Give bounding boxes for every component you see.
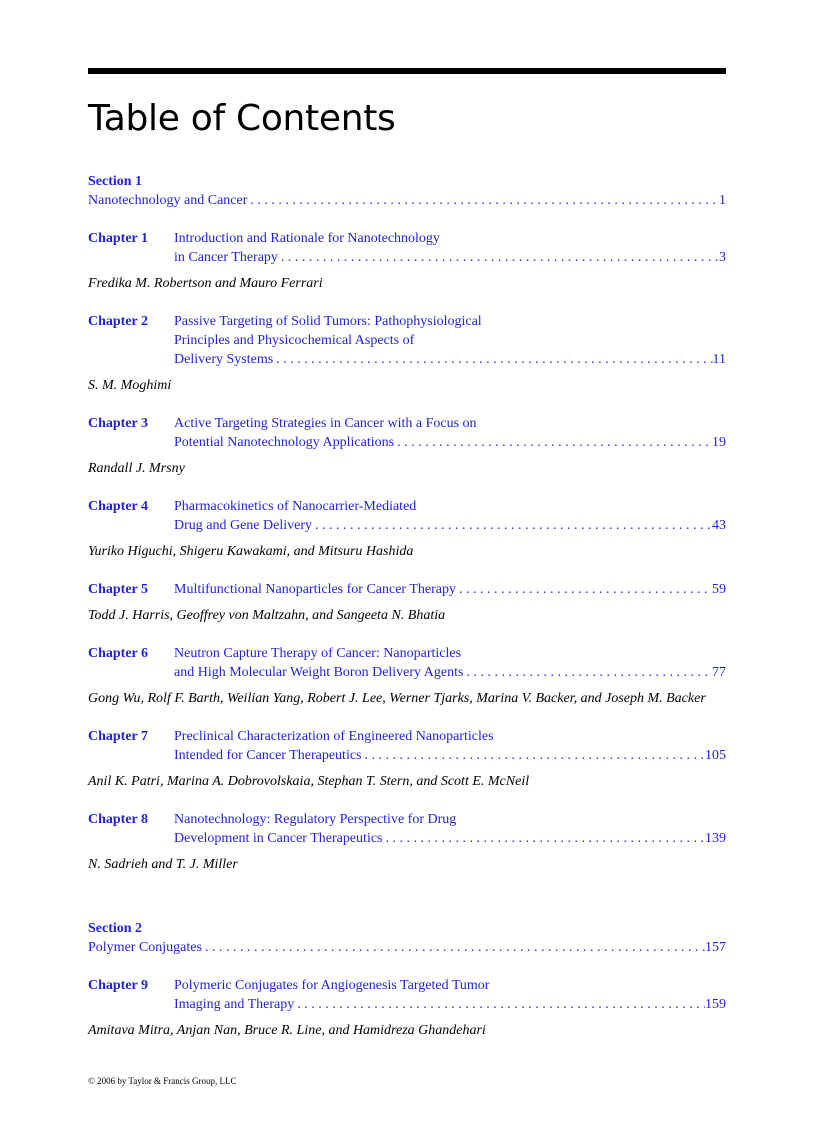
chapter-title-line[interactable]: Imaging and Therapy [174, 997, 295, 1012]
section-entry[interactable] [88, 172, 726, 210]
section-label: Section 2 [88, 921, 143, 936]
page-number[interactable]: 19 [712, 435, 726, 450]
chapter-label: Chapter 6 [88, 646, 149, 661]
chapter-title-line[interactable]: Preclinical Characterization of Engineered Nanoparticles [174, 729, 494, 744]
dot-leader [312, 516, 712, 535]
dot-leader [273, 350, 712, 369]
chapter-authors: Amitava Mitra, Anjan Nan, Bruce R. Line, and Hamidreza Ghandehari [88, 1023, 486, 1038]
chapter-title-line[interactable]: Potential Nanotechnology Applications [174, 435, 395, 450]
page-number[interactable]: 3 [719, 250, 726, 265]
page-number[interactable]: 1 [719, 193, 726, 208]
chapter-title-line[interactable]: Delivery Systems [174, 352, 274, 367]
top-rule [88, 68, 726, 74]
page-number[interactable]: 105 [705, 748, 726, 763]
section-title[interactable]: Nanotechnology and Cancer [88, 193, 248, 208]
chapter-title-line[interactable]: Introduction and Rationale for Nanotechnology [174, 231, 440, 246]
chapter-title-line[interactable]: Active Targeting Strategies in Cancer with a Focus on [174, 416, 477, 431]
chapter-title-line[interactable]: Intended for Cancer Therapeutics [174, 748, 362, 763]
dot-leader [202, 938, 705, 957]
toc-entries [88, 172, 726, 1040]
page-number[interactable]: 59 [712, 582, 726, 597]
chapter-entry[interactable] [88, 727, 726, 791]
chapter-entry[interactable] [88, 976, 726, 1040]
chapter-title-line[interactable]: Passive Targeting of Solid Tumors: Pathophysiological [174, 314, 482, 329]
section-entry[interactable] [88, 919, 726, 957]
chapter-label: Chapter 9 [88, 978, 149, 993]
chapter-label: Chapter 4 [88, 499, 149, 514]
chapter-title-line[interactable]: in Cancer Therapy [174, 250, 278, 265]
chapter-title-line[interactable]: Drug and Gene Delivery [174, 518, 313, 533]
page-number[interactable]: 157 [705, 940, 726, 955]
chapter-label: Chapter 3 [88, 416, 149, 431]
chapter-entry[interactable] [88, 497, 726, 561]
dot-leader [247, 191, 719, 210]
chapter-title-line[interactable]: Polymeric Conjugates for Angiogenesis Targeted Tumor [174, 978, 490, 993]
section-label: Section 1 [88, 174, 143, 189]
chapter-title-line[interactable]: Nanotechnology: Regulatory Perspective for Drug [174, 812, 457, 827]
chapter-title-line[interactable]: Development in Cancer Therapeutics [174, 831, 383, 846]
section-title[interactable]: Polymer Conjugates [88, 940, 202, 955]
chapter-authors: Anil K. Patri, Marina A. Dobrovolskaia, Stephan T. Stern, and Scott E. McNeil [88, 774, 530, 789]
chapter-label: Chapter 8 [88, 812, 149, 827]
chapter-authors: Gong Wu, Rolf F. Barth, Weilian Yang, Robert J. Lee, Werner Tjarks, Marina V. Backer, and Joseph M. Backer [88, 691, 706, 706]
chapter-authors: N. Sadrieh and T. J. Miller [88, 857, 238, 872]
dot-leader [463, 663, 712, 682]
chapter-entry[interactable] [88, 580, 726, 625]
page-number[interactable]: 43 [712, 518, 726, 533]
dot-leader [383, 829, 706, 848]
chapter-label: Chapter 7 [88, 729, 149, 744]
chapter-entry[interactable] [88, 312, 726, 395]
chapter-entry[interactable] [88, 644, 726, 708]
chapter-title-line[interactable]: Neutron Capture Therapy of Cancer: Nanoparticles [174, 646, 462, 661]
chapter-label: Chapter 2 [88, 314, 149, 329]
chapter-title-line[interactable]: Pharmacokinetics of Nanocarrier-Mediated [174, 499, 417, 514]
dot-leader [278, 248, 719, 267]
chapter-title-line[interactable]: and High Molecular Weight Boron Delivery Agents [174, 665, 464, 680]
chapter-title-line[interactable]: Principles and Physicochemical Aspects of [174, 333, 415, 348]
chapter-authors: Randall J. Mrsny [88, 461, 185, 476]
chapter-label: Chapter 1 [88, 231, 149, 246]
copyright-footer: © 2006 by Taylor & Francis Group, LLC [88, 1076, 237, 1086]
chapter-entry[interactable] [88, 414, 726, 478]
chapter-authors: Fredika M. Robertson and Mauro Ferrari [88, 276, 323, 291]
dot-leader [294, 995, 705, 1014]
page-number[interactable]: 139 [705, 831, 726, 846]
dot-leader [456, 580, 712, 599]
chapter-authors: Yuriko Higuchi, Shigeru Kawakami, and Mitsuru Hashida [88, 544, 414, 559]
chapter-authors: Todd J. Harris, Geoffrey von Maltzahn, and Sangeeta N. Bhatia [88, 608, 446, 623]
chapter-title-line[interactable]: Multifunctional Nanoparticles for Cancer Therapy [174, 582, 456, 597]
chapter-label: Chapter 5 [88, 582, 149, 597]
page-number[interactable]: 159 [705, 997, 726, 1012]
chapter-authors: S. M. Moghimi [88, 378, 172, 393]
chapter-entry[interactable] [88, 229, 726, 293]
dot-leader [394, 433, 712, 452]
page-number[interactable]: 77 [712, 665, 726, 680]
chapter-entry[interactable] [88, 810, 726, 874]
page-number[interactable]: 11 [712, 352, 726, 367]
page-title: Table of Contents [88, 98, 396, 139]
dot-leader [362, 746, 706, 765]
